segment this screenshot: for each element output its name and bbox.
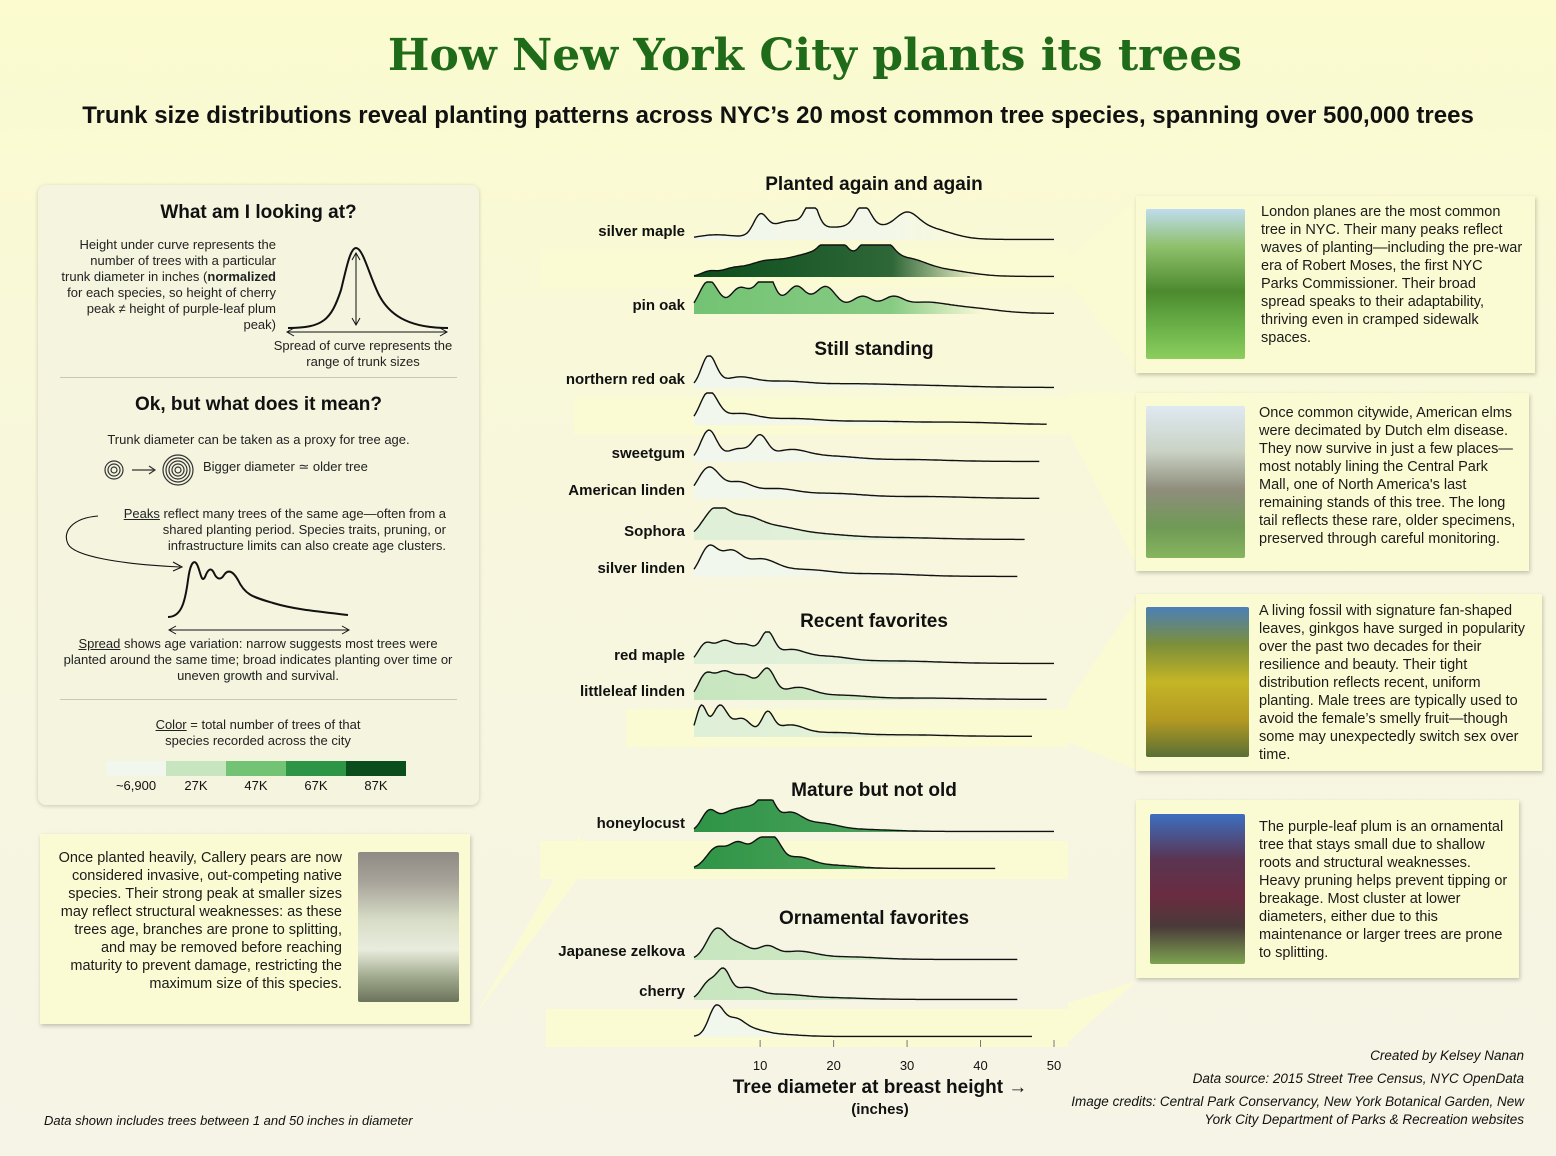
callout-connector	[1068, 196, 1140, 373]
species-label: cherry	[639, 983, 685, 1000]
color-scale-label: ~6,900	[115, 778, 157, 793]
page-subtitle: Trunk size distributions reveal planting patterns across NYC’s 20 most common tree species, spanning over 500,000 trees	[82, 102, 1474, 129]
density-area	[694, 800, 1054, 832]
species-label: Sophora	[624, 523, 685, 540]
species-label: honeylocust	[596, 815, 685, 832]
credit-author: Created by Kelsey Nanan	[1370, 1048, 1524, 1063]
x-tick-label: 10	[752, 1058, 768, 1073]
callery-pear-photo	[358, 852, 459, 1002]
x-tick-label: 20	[826, 1058, 841, 1073]
callout-connector	[1068, 978, 1140, 1042]
ginkgo-photo	[1146, 607, 1249, 757]
color-scale-label: 87K	[364, 778, 388, 793]
x-axis-label: Tree diameter at breast height →	[732, 1077, 1028, 1098]
species-label: silver linden	[597, 560, 685, 577]
species-label: sweetgum	[611, 445, 685, 462]
american-elm-photo	[1146, 406, 1245, 558]
color-explanation: Color = total number of trees of that species recorded across the city	[155, 717, 361, 748]
london-plane-photo	[1146, 209, 1245, 359]
density-area	[694, 545, 1017, 577]
color-scale-label: 67K	[304, 778, 328, 793]
bigger-diameter-text: Bigger diameter ≃ older tree	[203, 459, 368, 474]
callout-connector	[1068, 393, 1140, 571]
x-tick-label: 50	[1046, 1058, 1062, 1073]
callout-purple-leaf-plum-text: The purple-leaf plum is an ornamental tree that stays small due to shallow roots and structural weaknesses. Heavy pruning helps prevent tipping or breakage. Most cluster at lower diameters, either due to this maintenance or larger trees are prone to splitting.	[1259, 819, 1508, 961]
group-title: Mature but not old	[791, 780, 957, 801]
legend-height-explanation: Height under curve represents the number of trees with a particular trunk diameter in inches (normalized for each species, so height of cherry peak ≠ height of purple-leaf plum peak)	[61, 237, 276, 332]
callout-connector	[1068, 594, 1140, 771]
species-label: littleleaf linden	[579, 683, 685, 700]
species-label: northern red oak	[565, 371, 685, 388]
species-label: American linden	[568, 482, 685, 499]
species-label: silver maple	[598, 223, 685, 240]
callout-callery-pear-text: Once planted heavily, Callery pears are now considered invasive, out-competing native species. Their strong peak at smaller sizes may reflect structural weaknesses: as these trees age, branches are prone to splitting, and may be removed before reaching maturity to prevent damage, restricting the maximum size of this species.	[58, 850, 342, 992]
peaks-explanation: Peaks reflect many trees of the same age—often from a shared planting period. Species traits, pruning, or infrastructure limits can also create age clusters.	[123, 506, 446, 553]
highlight-band	[574, 397, 1068, 435]
legend-question-1: What am I looking at?	[160, 202, 357, 223]
color-scale-label: 47K	[244, 778, 268, 793]
spread-caption: Spread of curve represents the range of trunk sizes	[273, 338, 453, 369]
group-title: Still standing	[814, 339, 934, 360]
x-axis-unit: (inches)	[851, 1101, 909, 1118]
group-title: Recent favorites	[800, 611, 948, 632]
callout-london-plane-text: London planes are the most common tree in NYC. Their many peaks reflect waves of planting—including the pre-war era of Robert Moses, the first NYC Parks Commissioner. Their broad spread speaks to their adaptability, thriving even in cramped sidewalk spaces.	[1261, 204, 1523, 346]
highlight-band	[546, 1009, 1068, 1047]
density-area	[694, 208, 1054, 240]
group-title: Planted again and again	[765, 174, 983, 195]
credit-images: Image credits: Central Park Conservancy, New York Botanical Garden, New York City Department of Parks & Recreation websites	[1071, 1094, 1524, 1127]
species-label: Japanese zelkova	[558, 943, 685, 960]
x-tick-label: 40	[973, 1058, 988, 1073]
footnote: Data shown includes trees between 1 and 50 inches in diameter	[44, 1113, 413, 1128]
group-title: Ornamental favorites	[778, 908, 970, 929]
highlight-band	[626, 709, 1068, 747]
color-scale-label: 27K	[184, 778, 208, 793]
species-label: pin oak	[632, 297, 685, 314]
spread-explanation: Spread shows age variation: narrow suggests most trees were planted around the same time; broad indicates planting over time or uneven growth and survival.	[63, 636, 453, 683]
density-area	[694, 968, 1017, 1000]
density-area	[694, 668, 1047, 700]
density-area	[694, 508, 1025, 540]
proxy-text: Trunk diameter can be taken as a proxy for tree age.	[107, 432, 410, 447]
x-tick-label: 30	[899, 1058, 915, 1073]
callout-ginkgo-text: A living fossil with signature fan-shaped leaves, ginkgos have surged in popularity over the past two decades for their resilience and beauty. Their tight distribution reflects recent, uniform planting. Male trees are typically used to avoid the female’s smelly fruit—though some may unexpectedly switch sex over time.	[1259, 603, 1525, 763]
purple-leaf-plum-photo	[1150, 814, 1245, 964]
density-area	[694, 356, 1054, 388]
species-label: red maple	[614, 647, 685, 664]
page-title: How New York City plants its trees	[387, 30, 1243, 81]
legend-question-2: Ok, but what does it mean?	[134, 394, 383, 415]
density-area	[694, 632, 1054, 664]
credit-source: Data source: 2015 Street Tree Census, NYC OpenData	[1192, 1071, 1524, 1086]
callout-american-elm-text: Once common citywide, American elms were decimated by Dutch elm disease. They now survive in just a few places—most notably lining the Central Park Mall, one of North America's last remaining stands of this tree. The long tail reflects these rare, older specimens, preserved through careful monitoring.	[1259, 405, 1516, 547]
